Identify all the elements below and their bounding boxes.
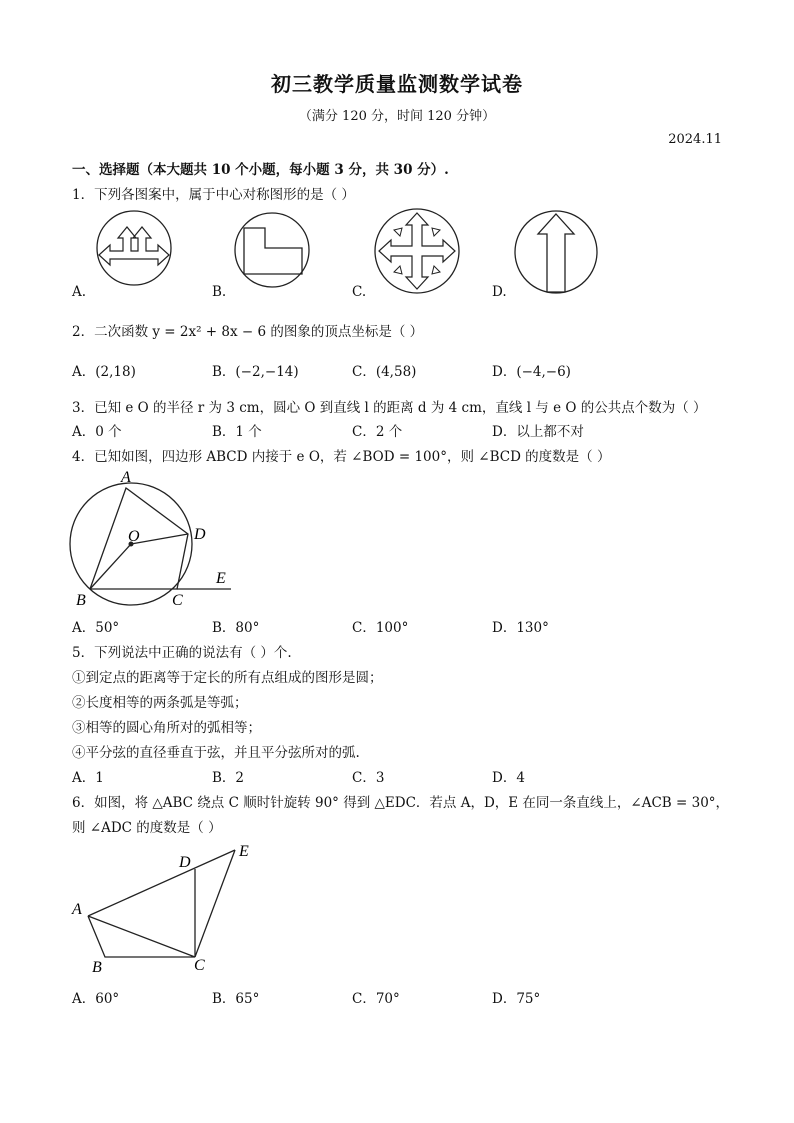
q4-option-a: A．50°: [72, 620, 120, 636]
q2-option-d: D．(−4,−6): [492, 364, 571, 380]
q4-label-c: C: [172, 592, 183, 609]
q2-option-a: A．(2,18): [72, 364, 136, 380]
q1-option-a: A.: [72, 284, 87, 300]
q3-option-d: D．以上都不对: [492, 424, 584, 440]
q2-stem: 2．二次函数 y = 2x² + 8x − 6 的图象的顶点坐标是（ ）: [72, 324, 424, 340]
q6-label-c: C: [194, 957, 205, 974]
q6-label-b: B: [92, 959, 102, 976]
q5-option-b: B．2: [212, 770, 245, 786]
q6-label-e: E: [239, 843, 249, 860]
q1-stem: 1．下列各图案中，属于中心对称图形的是（ ）: [72, 187, 355, 203]
q3-option-a: A．0 个: [72, 424, 122, 440]
q1-figure-c: [372, 208, 472, 296]
q4-label-a: A: [121, 469, 131, 486]
q6-option-c: C．70°: [352, 991, 400, 1007]
q5-option-d: D．4: [492, 770, 525, 786]
q5-option-c: C．3: [352, 770, 385, 786]
section-heading: 一、选择题（本大题共 10 个小题，每小题 3 分，共 30 分）.: [72, 162, 449, 178]
q5-option-a: A．1: [72, 770, 104, 786]
q1-figure-d: [512, 210, 612, 298]
q6-option-b: B．65°: [212, 991, 260, 1007]
q2-option-b: B．(−2,−14): [212, 364, 299, 380]
q6-line-ade: [88, 850, 235, 916]
q6-figure: [64, 838, 274, 978]
q4-option-b: B．80°: [212, 620, 260, 636]
q1-option-d: D.: [492, 284, 507, 300]
q5-statement-1: ①到定点的距离等于定长的所有点组成的图形是圆；: [72, 670, 383, 686]
q6-triangle-abc: [88, 916, 195, 957]
q2-option-c: C．(4,58): [352, 364, 417, 380]
q1-figure-b: [230, 210, 330, 292]
q4-option-c: C．100°: [352, 620, 409, 636]
q6-label-a: A: [72, 901, 82, 918]
q4-label-b: B: [76, 592, 86, 609]
q4-stem: 4．已知如图，四边形 ABCD 内接于 e O，若 ∠BOD = 100°，则 ∠BCD 的度数是（ ）: [72, 449, 611, 465]
q4-label-o: O: [128, 528, 140, 545]
q6-stem-line2: 则 ∠ADC 的度数是（ ）: [72, 820, 222, 836]
q1-option-c: C.: [352, 284, 367, 300]
q6-stem-line1: 6．如图，将 △ABC 绕点 C 顺时针旋转 90° 得到 △EDC．若点 A，D，E 在同一条直线上，∠ACB = 30°，: [72, 795, 730, 811]
page-title: 初三教学质量监测数学试卷: [271, 72, 523, 96]
q3-option-c: C．2 个: [352, 424, 403, 440]
q5-statement-3: ③相等的圆心角所对的弧相等；: [72, 720, 261, 736]
q4-segment-ob: [90, 544, 131, 589]
q1-figure-a: [90, 210, 190, 292]
q4-figure: [66, 462, 246, 612]
q1-option-b: B.: [212, 284, 227, 300]
q4-label-e: E: [216, 570, 226, 587]
q4-label-d: D: [194, 526, 206, 543]
q6-label-d: D: [179, 854, 191, 871]
q3-stem: 3．已知 e O 的半径 r 为 3 cm，圆心 O 到直线 l 的距离 d 为 4 cm，直线 l 与 e O 的公共点个数为（ ）: [72, 400, 707, 416]
q5-statement-4: ④平分弦的直径垂直于弦，并且平分弦所对的弧.: [72, 745, 360, 761]
exam-date: 2024.11: [668, 132, 722, 147]
q3-option-b: B．1 个: [212, 424, 262, 440]
q5-stem: 5．下列说法中正确的说法有（ ）个.: [72, 645, 292, 661]
q6-segment-ec: [195, 850, 235, 957]
exam-info: （满分 120 分，时间 120 分钟）: [298, 109, 496, 124]
q4-option-d: D．130°: [492, 620, 549, 636]
q6-option-a: A．60°: [72, 991, 120, 1007]
q6-option-d: D．75°: [492, 991, 541, 1007]
q5-statement-2: ②长度相等的两条弧是等弧；: [72, 695, 248, 711]
